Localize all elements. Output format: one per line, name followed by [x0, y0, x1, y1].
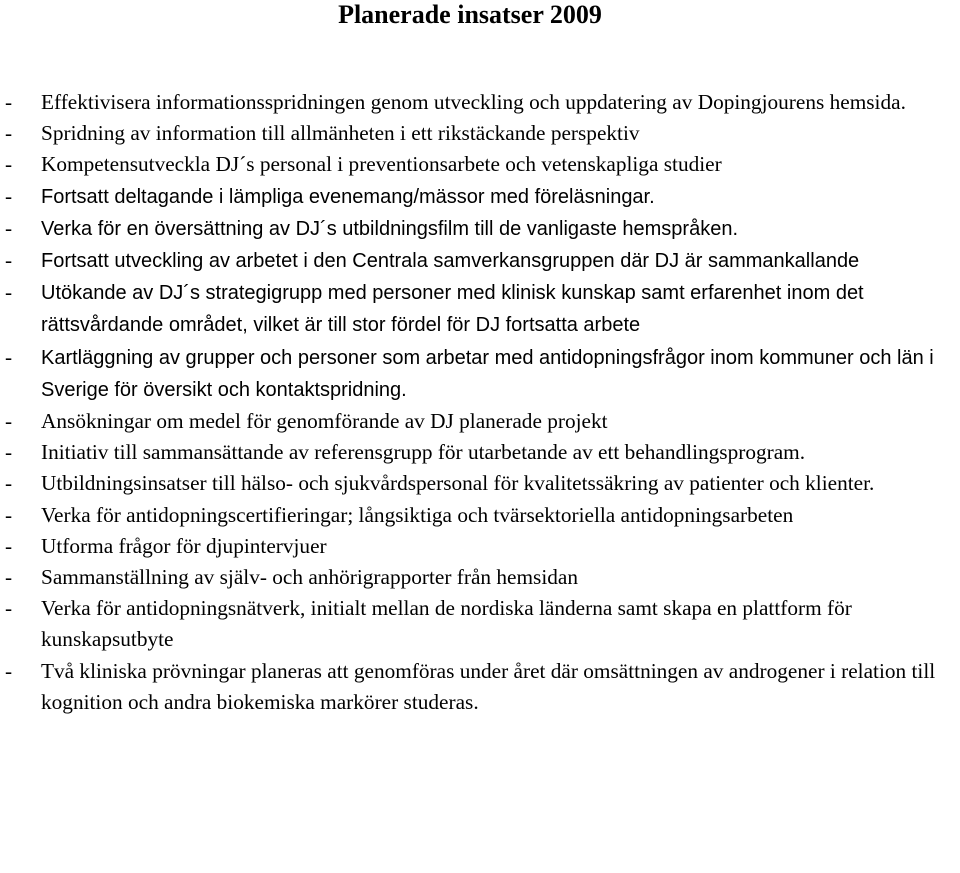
bullet-dash: -	[5, 90, 13, 114]
list-item	[0, 468, 960, 499]
bullet-dash: -	[5, 502, 13, 527]
list-item-text: Effektivisera informationsspridningen genom utveckling och uppdatering av Dopingjourens hemsida.	[41, 90, 906, 114]
bullet-dash: -	[5, 440, 13, 465]
bullet-dash: -	[5, 152, 13, 177]
bullet-dash: -	[5, 280, 13, 305]
bullet-dash: -	[5, 658, 13, 683]
bullet-dash: -	[5, 565, 13, 590]
list-item-text: Verka för en översättning av DJ´s utbildningsfilm till de vanligaste hemspråken.	[41, 217, 739, 240]
list-item	[0, 437, 960, 468]
list-item	[0, 213, 960, 245]
planned-actions-list	[0, 87, 960, 718]
list-item-text: Fortsatt deltagande i lämpliga evenemang/mässor med föreläsningar.	[41, 185, 655, 208]
list-item-text: Utbildningsinsatser till hälso- och sjukvårdspersonal för kvalitetssäkring av patienter och klienter.	[41, 471, 875, 496]
list-item-text: Utforma frågor för djupintervjuer	[41, 533, 327, 558]
bullet-dash: -	[5, 248, 13, 273]
bullet-dash: -	[5, 183, 13, 208]
bullet-dash: -	[5, 471, 13, 496]
list-item	[0, 245, 960, 277]
list-item	[0, 277, 960, 341]
list-item	[0, 500, 960, 531]
list-item-text: Utökande av DJ´s strategigrupp med personer med klinisk kunskap samt erfarenhet inom det rättsvårdande området, vilket är till stor fördel för DJ fortsatta arbete	[41, 282, 864, 337]
list-item	[0, 562, 960, 593]
list-item-text: Spridning av information till allmänheten i ett rikstäckande perspektiv	[41, 121, 640, 146]
list-item-text: Verka för antidopningscertifieringar; långsiktiga och tvärsektoriella antidopningsarbeten	[41, 502, 794, 527]
bullet-dash: -	[5, 596, 13, 621]
list-item-text: Kompetensutveckla DJ´s personal i preventionsarbete och vetenskapliga studier	[41, 152, 722, 177]
list-item-text: Ansökningar om medel för genomförande av DJ planerade projekt	[41, 409, 608, 434]
list-item	[0, 118, 960, 149]
list-item-text: Sammanställning av själv- och anhörigrapporter från hemsidan	[41, 565, 578, 590]
list-item	[0, 593, 960, 655]
list-item	[0, 149, 960, 180]
list-item-text: Kartläggning av grupper och personer som arbetar med antidopningsfrågor inom kommuner och län i Sverige för översikt och kontaktspridning.	[41, 346, 934, 401]
list-item	[0, 406, 960, 437]
page-title: Planerade insatser 2009	[338, 0, 602, 29]
bullet-dash: -	[5, 409, 13, 434]
bullet-dash: -	[5, 121, 13, 146]
list-item	[0, 656, 960, 718]
bullet-dash: -	[5, 344, 13, 369]
list-item	[0, 531, 960, 562]
list-item-text: Två kliniska prövningar planeras att genomföras under året där omsättningen av androgener i relation till kognition och andra biokemiska markörer studeras.	[41, 658, 936, 714]
bullet-dash: -	[5, 215, 13, 240]
list-item-text: Fortsatt utveckling av arbetet i den Centrala samverkansgruppen där DJ är sammankallande	[41, 250, 860, 273]
list-item	[0, 342, 960, 406]
list-item-text: Verka för antidopningsnätverk, initialt mellan de nordiska länderna samt skapa en plattform för kunskapsutbyte	[41, 596, 852, 652]
list-item	[0, 181, 960, 213]
list-item-text: Initiativ till sammansättande av referensgrupp för utarbetande av ett behandlingsprogram.	[41, 440, 806, 465]
bullet-dash: -	[5, 533, 13, 558]
list-item	[0, 87, 960, 118]
